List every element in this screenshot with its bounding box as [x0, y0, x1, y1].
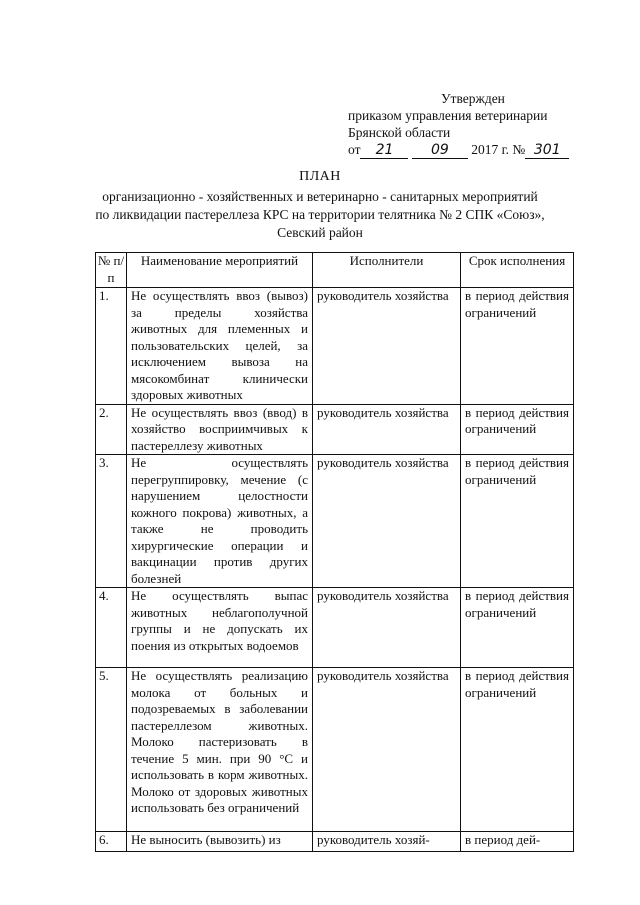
header-executors: Исполнители — [313, 253, 461, 288]
table-row — [96, 288, 574, 405]
header-measure: Наименование мероприятий — [127, 253, 313, 288]
table-row — [96, 404, 574, 455]
row-term: в период действия ограничений — [461, 588, 574, 668]
row-number: 6. — [96, 832, 127, 852]
document-heading — [0, 168, 640, 242]
row-measure: Не осуществлять ввоз (вывоз) за пределы хозяйства животных для племенных и пользовательских целей, за исключением вывоза на мясокомбинат клинически здоровых животных — [127, 288, 313, 405]
approved-label: Утвержден — [441, 91, 505, 106]
row-term: в период действия ограничений — [461, 668, 574, 832]
subtitle-line-3: Севский район — [277, 225, 363, 240]
from-label: от — [348, 142, 361, 157]
row-term: в период дей- — [461, 832, 574, 852]
row-term: в период действия ограничений — [461, 404, 574, 455]
document-title: ПЛАН — [299, 169, 341, 184]
header-term: Срок исполнения — [461, 253, 574, 288]
row-number: 3. — [96, 455, 127, 588]
row-measure: Не осуществлять выпас животных неблагополучной группы и не допускать их поения из открытых водоемов — [127, 588, 313, 668]
table-row — [96, 588, 574, 668]
table-header-row — [96, 253, 574, 288]
row-term: в период действия ограничений — [461, 455, 574, 588]
table-row — [96, 668, 574, 832]
row-measure: Не выносить (вывозить) из — [127, 832, 313, 852]
row-executor: руководитель хозяйства — [313, 588, 461, 668]
row-executor: руководитель хозяйства — [313, 455, 461, 588]
row-measure: Не осуществлять ввоз (ввод) в хозяйство восприимчивых к пастереллезу животных — [127, 404, 313, 455]
order-day: 21 — [360, 143, 408, 159]
row-number: 2. — [96, 404, 127, 455]
row-number: 4. — [96, 588, 127, 668]
row-measure: Не осуществлять реализацию молока от больных и подозреваемых в заболевании пастереллезом животных. Молоко пастеризовать в течение 5 мин. при 90 °С и использовать в корм животных. Молоко от здоровых животных использовать без ограничений — [127, 668, 313, 832]
measures-table — [95, 252, 574, 852]
order-date-row — [348, 141, 578, 159]
approval-block — [348, 90, 578, 159]
row-number: 1. — [96, 288, 127, 405]
order-number: 301 — [525, 143, 569, 159]
header-number: № п/п — [96, 253, 127, 288]
row-executor: руководитель хозяй- — [313, 832, 461, 852]
row-measure: Не осуществлять перегруппировку, мечение (с нарушением целостности кожного покрова) животных, а также не проводить хирургические операции и вакцинации против других болезней — [127, 455, 313, 588]
table-row — [96, 832, 574, 852]
row-executor: руководитель хозяйства — [313, 668, 461, 832]
table-row — [96, 455, 574, 588]
subtitle-line-1: организационно - хозяйственных и ветеринарно - санитарных мероприятий — [102, 189, 538, 204]
row-executor: руководитель хозяйства — [313, 288, 461, 405]
row-executor: руководитель хозяйства — [313, 404, 461, 455]
order-line: приказом управления ветеринарии — [348, 108, 548, 123]
order-year-label: 2017 г. № — [471, 142, 526, 157]
subtitle-line-2: по ликвидации пастереллеза КРС на территории телятника № 2 СПК «Союз», — [95, 207, 545, 222]
row-term: в период действия ограничений — [461, 288, 574, 405]
order-month: 09 — [412, 143, 468, 159]
row-number: 5. — [96, 668, 127, 832]
region-line: Брянской области — [348, 125, 451, 140]
